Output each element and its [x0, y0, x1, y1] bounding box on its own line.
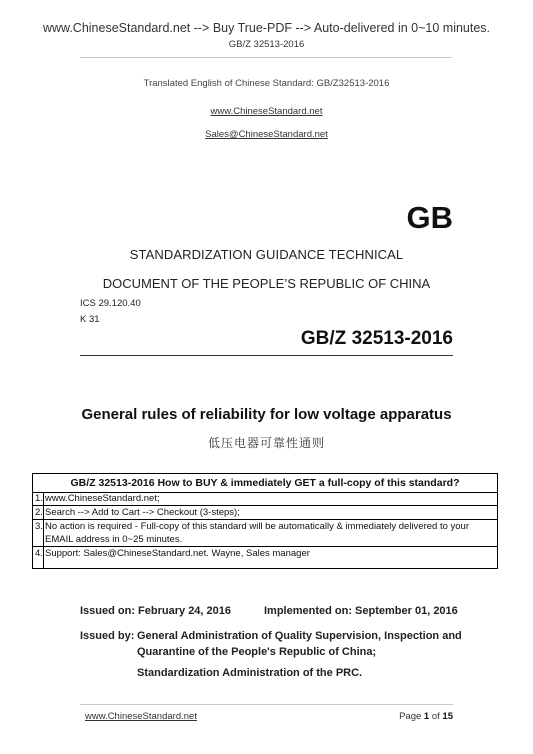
document-title-english: General rules of reliability for low voltage apparatus	[81, 406, 452, 423]
translated-note: Translated English of Chinese Standard: GB/Z32513-2016	[143, 78, 390, 89]
step-divider	[43, 520, 44, 546]
email-link[interactable]: Sales@ChineseStandard.net	[205, 129, 328, 140]
step-number: 2.	[35, 507, 43, 518]
gb-logo: GB	[406, 200, 453, 235]
purchase-step	[33, 547, 497, 568]
header-divider	[80, 57, 452, 58]
step-text: Search --> Add to Cart --> Checkout (3-steps);	[45, 507, 240, 518]
document-title-chinese: 低压电器可靠性通则	[207, 436, 325, 450]
purchase-step	[33, 520, 497, 547]
standard-number: GB/Z 32513-2016	[300, 328, 453, 349]
page-total: 15	[442, 711, 453, 722]
page-of: of	[431, 711, 440, 722]
issuer-line: Standardization Administration of the PRC.	[137, 667, 363, 679]
issuer-line: General Administration of Quality Supervision, Inspection and	[137, 630, 462, 642]
issuer-line: Quarantine of the People's Republic of China;	[137, 646, 377, 658]
purchase-step	[33, 492, 497, 506]
page-current: 1	[423, 711, 430, 722]
k-code: K 31	[80, 314, 100, 325]
step-number: 1.	[35, 493, 43, 504]
purchase-info-box	[32, 473, 498, 569]
step-divider	[43, 506, 44, 519]
standard-type-line2: DOCUMENT OF THE PEOPLE’S REPUBLIC OF CHINA	[102, 276, 431, 291]
step-divider	[43, 492, 44, 505]
header-doc-code: GB/Z 32513-2016	[228, 39, 305, 50]
implemented-date: Implemented on: September 01, 2016	[264, 605, 458, 617]
purchase-step	[33, 506, 497, 520]
ics-code: ICS 29.120.40	[80, 298, 141, 309]
page-indicator	[399, 711, 453, 722]
step-number: 4.	[35, 548, 43, 559]
step-text[interactable]: www.ChineseStandard.net;	[45, 493, 160, 504]
website-link[interactable]: www.ChineseStandard.net	[210, 106, 323, 117]
issuer-label: Issued by:	[80, 630, 135, 642]
footer-divider	[80, 704, 453, 705]
step-text[interactable]: Support: Sales@ChineseStandard.net. Wayne, Sales manager	[45, 548, 310, 559]
website-link-row	[0, 101, 533, 119]
purchase-box-heading: GB/Z 32513-2016 How to BUY & immediately GET a full-copy of this standard?	[33, 474, 497, 493]
footer-website-link[interactable]: www.ChineseStandard.net	[85, 711, 197, 722]
issued-date: Issued on: February 24, 2016	[80, 605, 232, 617]
standard-number-divider	[80, 355, 453, 356]
header-banner: www.ChineseStandard.net --> Buy True-PDF --> Auto-delivered in 0~10 minutes.	[42, 21, 491, 35]
page-prefix: Page	[399, 711, 422, 722]
email-link-row	[0, 124, 533, 142]
step-number: 3.	[35, 521, 43, 532]
step-divider	[43, 547, 44, 568]
step-text: No action is required - Full-copy of this standard will be automatically & immediately delivered to your EMAIL address in 0~25 minutes.	[45, 521, 469, 545]
standard-type-line1: STANDARDIZATION GUIDANCE TECHNICAL	[129, 247, 404, 262]
